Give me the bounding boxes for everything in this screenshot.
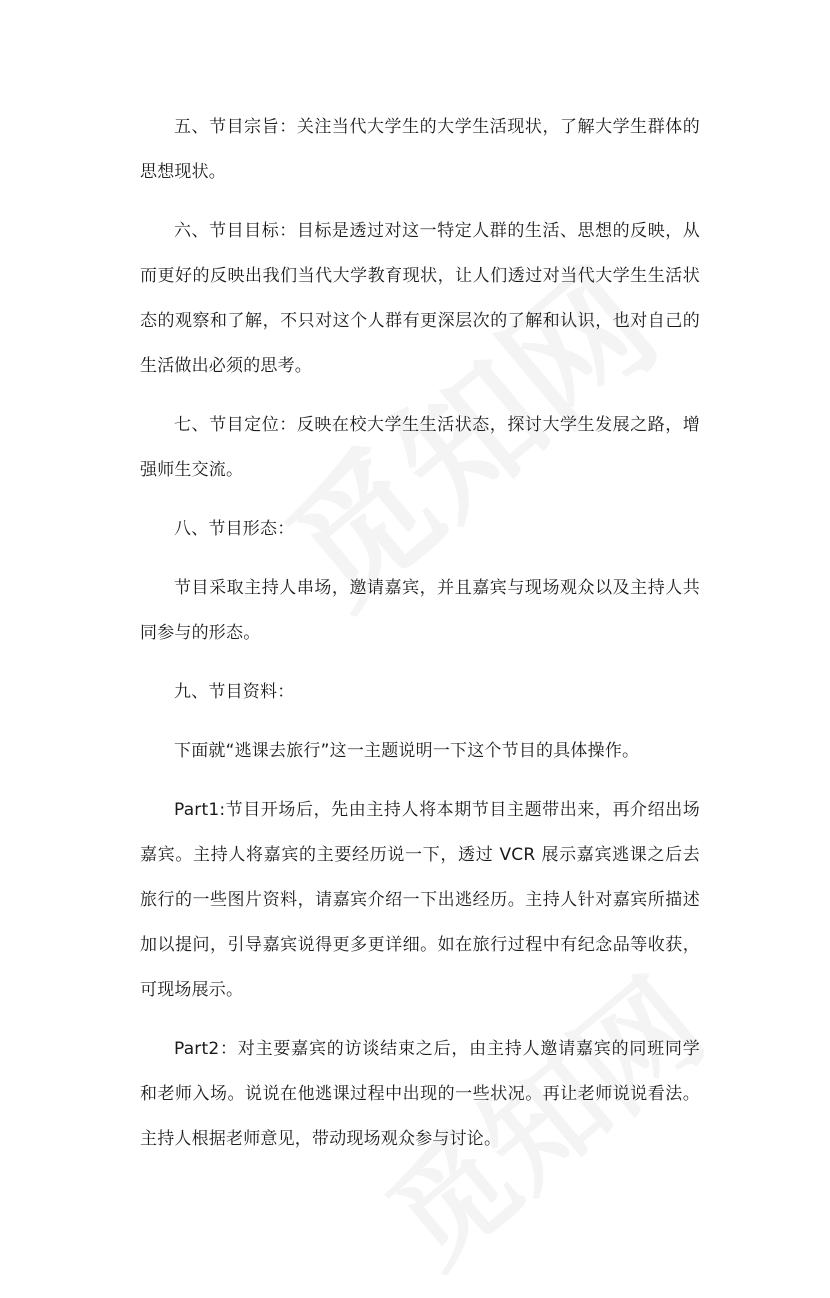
paragraph-program-format-heading: 八、节目形态：: [174, 519, 295, 539]
paragraph-part1: Part1:节目开场后，先由主持人将本期节目主题带出来，再介绍出场嘉宾。主持人将嘉宾的主要经历说一下，透过 VCR 展示嘉宾逃课之后去旅行的一些图片资料，请嘉宾介绍一下出逃经历。主持人针对嘉宾所描述加以提问，引导嘉宾说得更多更详细。如在旅行过程中有纪念品等收获，可现场展示。: [140, 800, 700, 1000]
paragraph-program-format: 节目采取主持人串场，邀请嘉宾，并且嘉宾与现场观众以及主持人共同参与的形态。: [140, 578, 700, 643]
paragraph-program-purpose: 五、节目宗旨：关注当代大学生的大学生活现状，了解大学生群体的思想现状。: [140, 117, 700, 182]
paragraph-program-positioning: 七、节目定位：反映在校大学生生活状态，探讨大学生发展之路，增强师生交流。: [140, 415, 700, 480]
paragraph-program-materials-heading: 九、节目资料：: [174, 682, 295, 702]
document-body: [140, 105, 700, 1176]
paragraph-program-goal: 六、节目目标：目标是透过对这一特定人群的生活、思想的反映，从而更好的反映出我们当代大学教育现状，让人们透过对当代大学生生活状态的观察和了解，不只对这个人群有更深层次的了解和认识，也对自己的生活做出必须的思考。: [140, 221, 700, 376]
paragraph-theme-intro: 下面就“逃课去旅行”这一主题说明一下这个节目的具体操作。: [174, 741, 640, 761]
paragraph-part2: Part2：对主要嘉宾的访谈结束之后，由主持人邀请嘉宾的同班同学和老师入场。说说在他逃课过程中出现的一些状况。再让老师说说看法。主持人根据老师意见，带动现场观众参与讨论。: [140, 1039, 700, 1149]
